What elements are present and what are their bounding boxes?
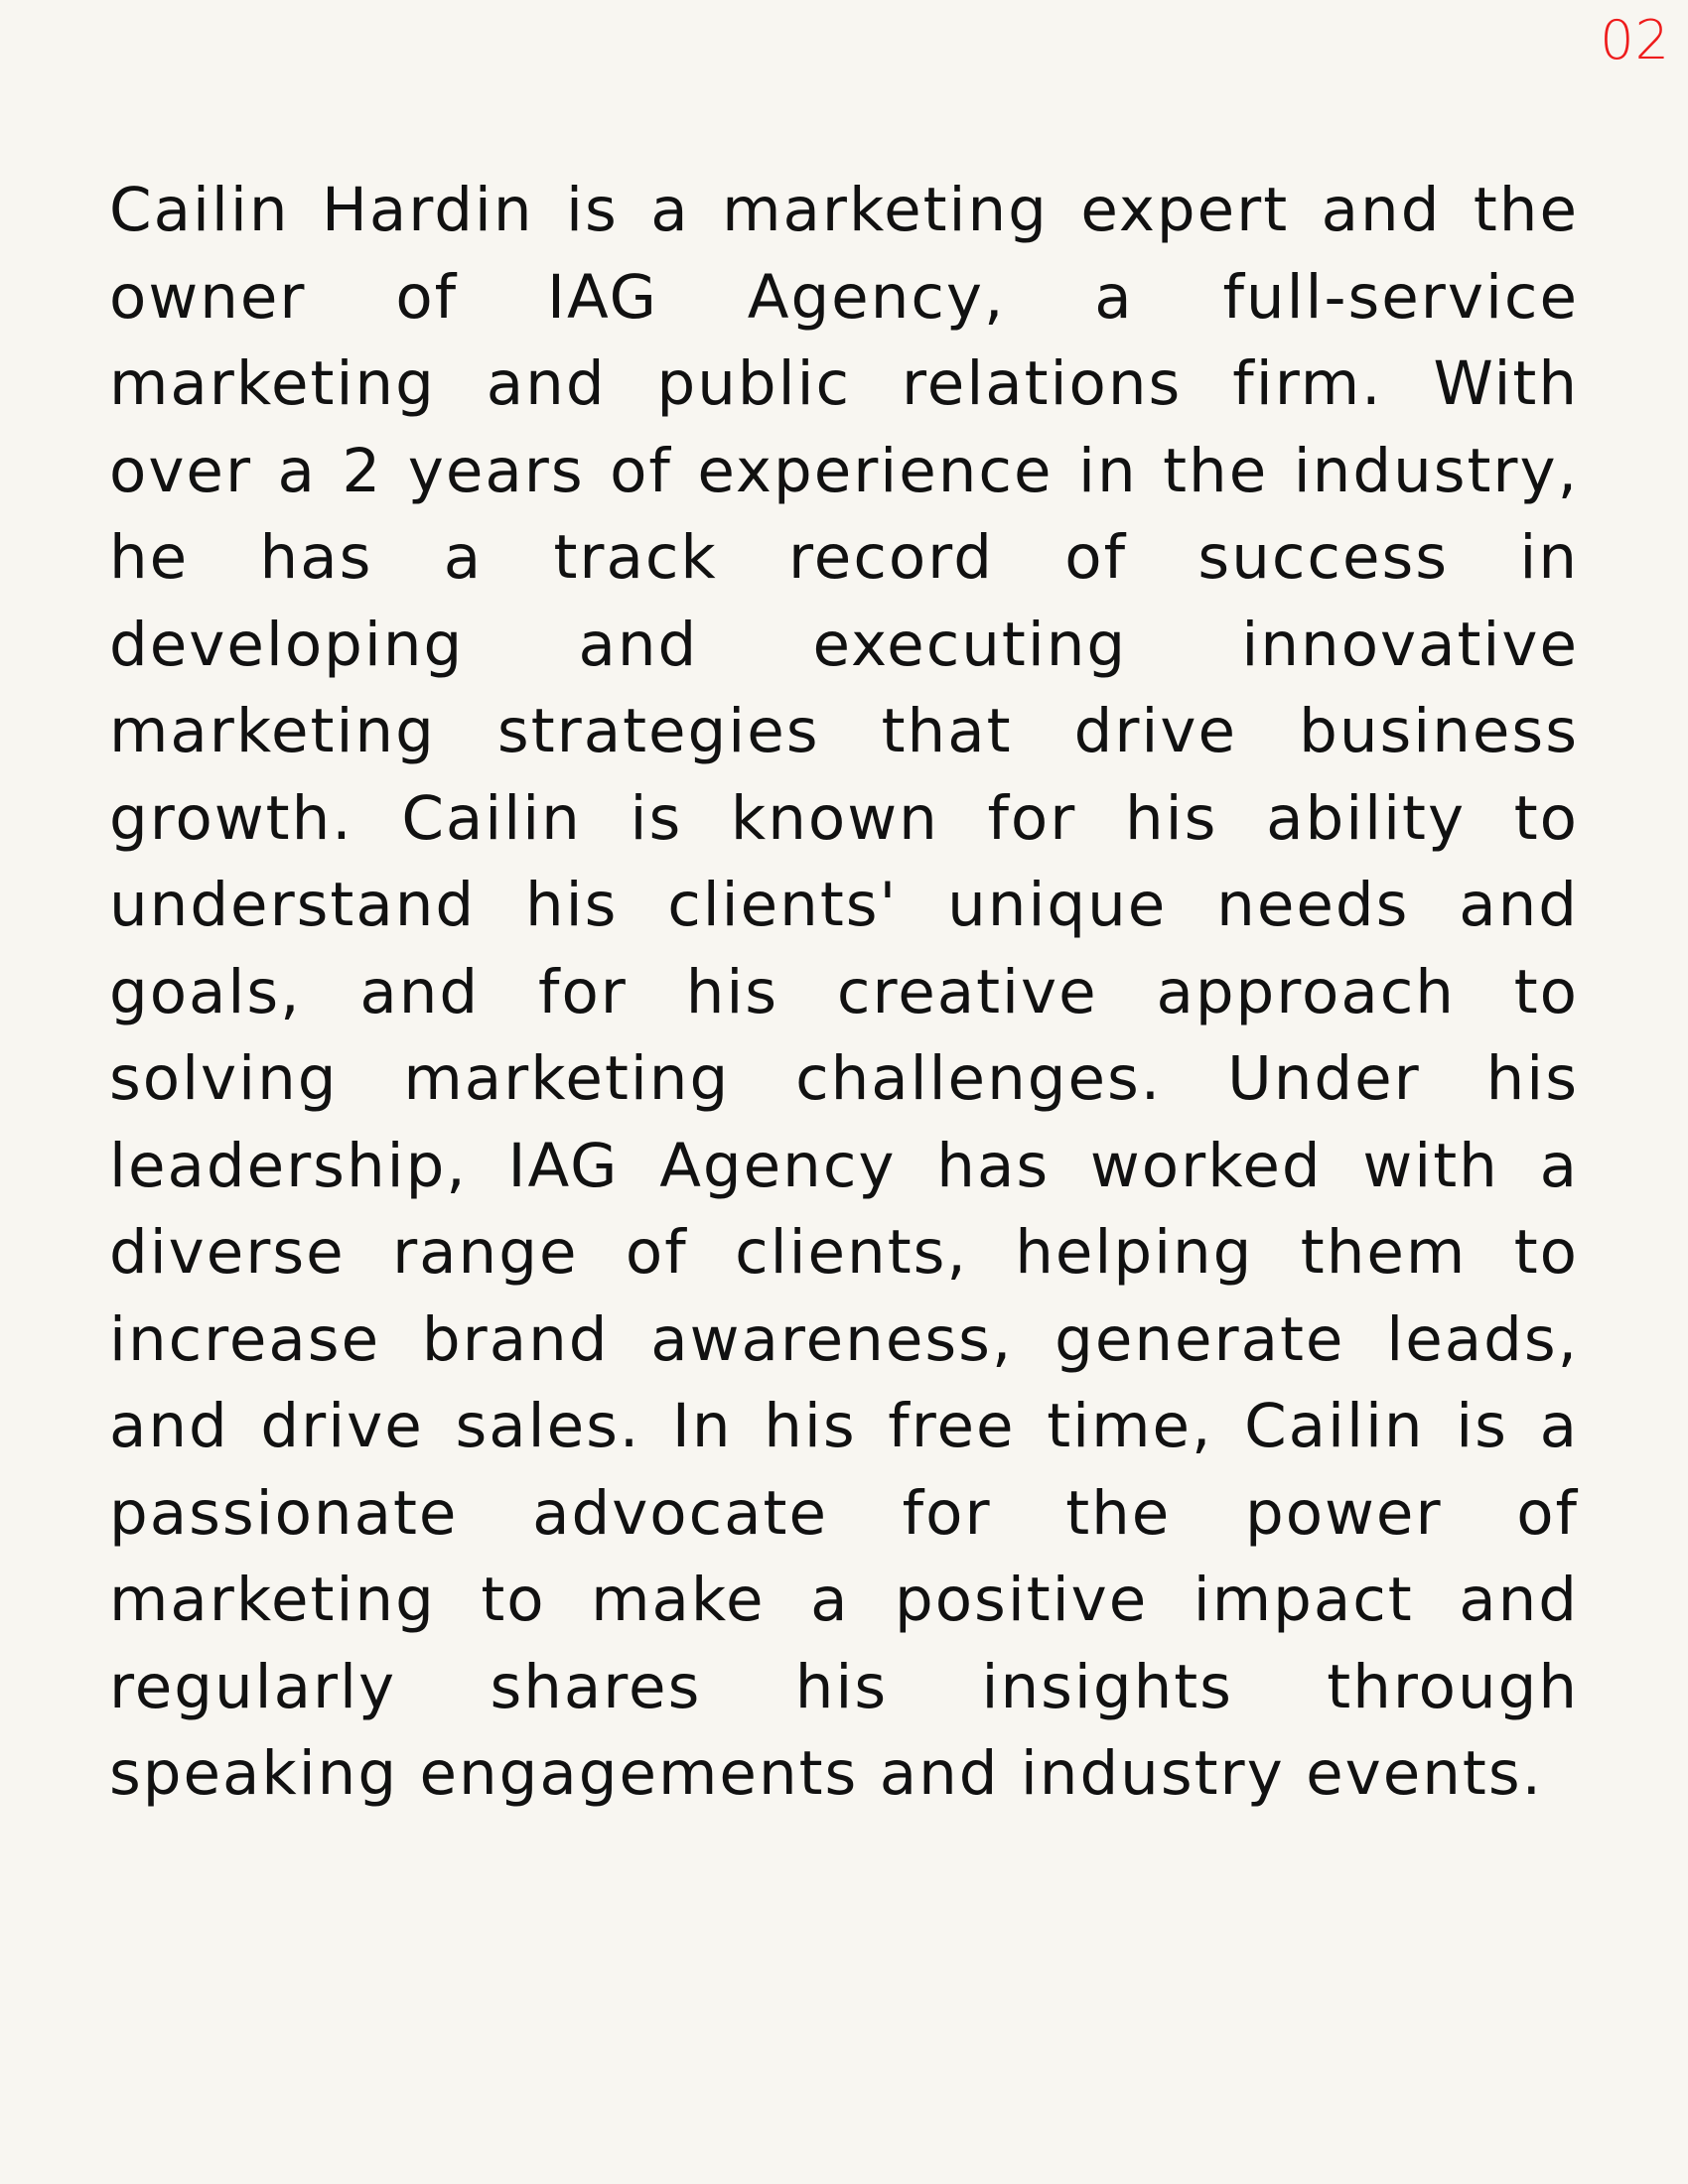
bio-paragraph: Cailin Hardin is a marketing expert and the owner of IAG Agency, a full-service marketing and public relations firm. With over a 2 years of experience in the industry, he has a track record of success in developing and executing innovative marketing strategies that drive business growth. Cailin is known for his ability to understand his clients' unique needs and goals, and for his creative approach to solving marketing challenges. Under his leadership, IAG Agency has worked with a diverse range of clients, helping them to increase brand awareness, generate leads, and drive sales. In his free time, Cailin is a passionate advocate for the power of marketing to make a positive impact and regularly shares his insights through speaking engagements and industry events.	[109, 175, 1579, 1809]
page-number: 02	[1600, 9, 1670, 71]
